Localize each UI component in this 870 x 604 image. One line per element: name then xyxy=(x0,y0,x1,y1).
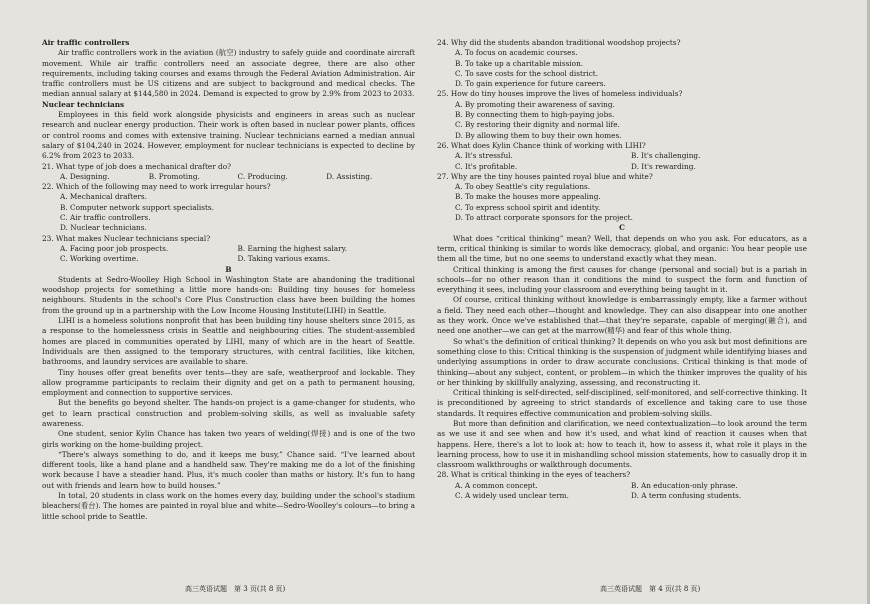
options-26 xyxy=(437,162,807,172)
option: B. Computer network support specialists. xyxy=(60,202,214,212)
option: B. It's challenging. xyxy=(631,151,701,161)
option: D. Assisting. xyxy=(326,171,373,181)
paragraph: Employees in this field work alongside physicists and engineers in areas such as nuclear research and nuclear energy production. Their work is often based in nuclear power plants, offices or control rooms and comes with extensive training. Nuclear technicians earned a median annual salary of $104,240 in 2024. However, employment for nuclear technicians is expected to decline by 6.2% from 2023 to 2033. xyxy=(42,110,415,161)
paragraph: Critical thinking is self-directed, self-disciplined, self-monitored, and self-corrective thinking. It is preconditioned by agreeing to strict standards of excellence and taking care to use those standards. It requires effective communication and problem-solving skills. xyxy=(437,388,807,418)
option: A. Mechanical drafters. xyxy=(60,192,147,202)
options-26 xyxy=(437,151,807,161)
option: B. To make the houses more appealing. xyxy=(455,192,601,202)
option: C. By restoring their dignity and normal life. xyxy=(455,120,620,130)
option: D. A term confusing students. xyxy=(631,491,742,501)
paragraph: Of course, critical thinking without knowledge is embarrassingly empty, like a farmer without a field. They need each other—thought and knowledge. They can also disappear into one another as they work. Once we've established that—that they're separate, capable of merging(融合), and need one another—we can get at the marrow(精华) and fear of this whole thing. xyxy=(437,295,807,336)
option: B. Promoting. xyxy=(148,171,200,181)
option: B. To take up a charitable mission. xyxy=(455,58,584,68)
paragraph: But more than definition and clarification, we need contextualization—to look around the term as we use it and see when and how it's used, and what kind of reaction it causes when that happens. Here, there's a lot to look at: how to teach it, how to assess it, what role it plays in the learning process, how to use it in mishandling school mission statements, how to casually drop it in classroom walkthroughs or walkthrough documents. xyxy=(437,418,807,470)
option: C. Producing. xyxy=(237,171,288,181)
paragraph: Air traffic controllers work in the aviation (航空) industry to safely guide and coordinate aircraft movement. While air traffic controllers need an associate degree, there are also other requirements, including taking courses and exams through the Federal Aviation Administration. Air traffic controllers must be US citizens and are subject to background and medical checks. The median annual salary at $144,580 in 2024. Demand is expected to grow by 2.9% from 2023 to 2033. xyxy=(42,48,415,99)
paragraph: But the benefits go beyond shelter. The hands-on project is a game-changer for students, who get to learn practical construction and problem-solving skills, as well as invaluable safety awareness. xyxy=(42,398,415,428)
option: D. It's rewarding. xyxy=(631,161,696,171)
option: A. By promoting their awareness of saving. xyxy=(455,99,615,109)
option: C. A widely used unclear term. xyxy=(455,491,569,501)
question-21: 21. What type of job does a mechanical drafter do? xyxy=(42,161,232,171)
page-footer-right: 高三英语试题 第 4 页(共 8 页) xyxy=(600,585,701,593)
option: D. Nuclear technicians. xyxy=(60,223,147,233)
option: C. To save costs for the school district. xyxy=(455,68,599,78)
question-28: 28. What is critical thinking in the eyes of teachers? xyxy=(437,470,631,480)
heading-air-traffic: Air traffic controllers xyxy=(42,38,130,47)
option: B. Earning the highest salary. xyxy=(237,243,348,253)
page-footer-left: 高三英语试题 第 3 页(共 8 页) xyxy=(185,585,286,593)
paragraph: One student, senior Kylin Chance has taken two years of welding(焊接) and is one of the two girls working on the home-building project. xyxy=(42,429,415,449)
option: B. By connecting them to high-paying jobs. xyxy=(455,110,615,120)
option: D. Taking various exams. xyxy=(237,254,331,264)
paragraph: Students at Sedro-Woolley High School in Washington State are abandoning the traditional woodshop projects for something a little more hands-on: Building tiny houses for homeless neighbours. Students in the school's Core Plus Construction class have been building the homes from the ground up in a partnership with the Low Income Housing Institute(LIHI) in Seattle. xyxy=(42,274,415,315)
paragraph: What does “critical thinking” mean? Well, that depends on who you ask. For educators, as a term, critical thinking is similar to words like democracy, global, and organic: You hear people use them all the time, but no one seems to understand exactly what they mean. xyxy=(437,233,807,264)
options-23 xyxy=(42,244,415,254)
option: A. To obey Seattle's city regulations. xyxy=(455,182,591,192)
option: C. To express school spirit and identity. xyxy=(455,202,601,212)
question-27: 27. Why are the tiny houses painted royal blue and white? xyxy=(437,171,653,181)
option: A. To focus on academic courses. xyxy=(455,48,578,58)
options-23 xyxy=(42,254,415,264)
paragraph: Critical thinking is among the first causes for change (personal and social) but is a pariah in schools—for no other reason than it conditions the mind to suspect the form and function of everything it sees, including your classroom and everything being taught in it. xyxy=(437,264,807,295)
question-26: 26. What does Kylin Chance think of working with LIHI? xyxy=(437,140,646,150)
heading-nuclear: Nuclear technicians xyxy=(42,99,125,109)
paragraph: Tiny houses offer great benefits over tents—they are safe, weatherproof and lockable. They allow programme participants to reclaim their dignity and get on a path to permanent housing, employment and connection to supportive services. xyxy=(42,367,415,398)
question-25: 25. How do tiny houses improve the lives of homeless individuals? xyxy=(437,89,683,99)
options-21 xyxy=(42,172,415,182)
option: C. It's profitable. xyxy=(455,161,518,171)
options-28 xyxy=(437,491,807,501)
question-23: 23. What makes Nuclear technicians special? xyxy=(42,233,211,243)
paragraph: In total, 20 students in class work on the homes every day, building under the school's stadium bleachers(看台). The homes are painted in royal blue and white—Sedro-Woolley's colours—to bring a little school pride to Seattle. xyxy=(42,491,415,521)
question-24: 24. Why did the students abandon traditional woodshop projects? xyxy=(437,38,681,47)
option: C. Air traffic controllers. xyxy=(60,213,151,223)
option: D. To gain experience for future careers. xyxy=(455,79,606,89)
section-b-title: B xyxy=(225,264,232,274)
option: D. By allowing them to buy their own homes. xyxy=(455,130,622,140)
paragraph: LIHI is a homeless solutions nonprofit that has been building tiny house shelters since 2015, as a response to the homelessness crisis in Seattle and neighbouring cities. The student-assembled homes are placed in communities operated by LIHI, many of which are in the heart of Seattle. Individuals are then assigned to the temporary structures, with central facilities, like kitchen, bathrooms, and laundry services are available to share. xyxy=(42,316,415,367)
option: A. It's stressful. xyxy=(455,151,513,161)
question-22: 22. Which of the following may need to work irregular hours? xyxy=(42,182,271,192)
right-page xyxy=(437,38,807,501)
section-c-title: C xyxy=(619,223,625,233)
option: C. Working overtime. xyxy=(60,254,139,264)
left-page xyxy=(42,38,415,522)
option: A. Designing. xyxy=(60,171,110,181)
paragraph: So what's the definition of critical thinking? It depends on who you ask but most definitions are something close to this: Critical thinking is the suspension of judgment while identifying biases and underlying assumptions in order to draw accurate conclusions. Critical thinking is that mode of thinking—about any subject, content, or problem—in which the thinker improves the quality of his or her thinking by skillfully analyzing, assessing, and reconstructing it. xyxy=(437,336,807,387)
option: D. To attract corporate sponsors for the project. xyxy=(455,213,633,223)
option: A. A common concept. xyxy=(455,480,538,490)
option: A. Facing poor job prospects. xyxy=(60,243,169,253)
paragraph: “There's always something to do, and it keeps me busy,” Chance said. “I've learned about different tools, like a hand plane and a handheld saw. They're making me do a lot of the finishing work because I have a steadier hand. Plus, it's much cooler than maths or history. It's fun to hang out with friends and learn how to build houses.” xyxy=(42,449,415,490)
option: B. An education-only phrase. xyxy=(631,480,738,490)
options-28 xyxy=(437,481,807,491)
